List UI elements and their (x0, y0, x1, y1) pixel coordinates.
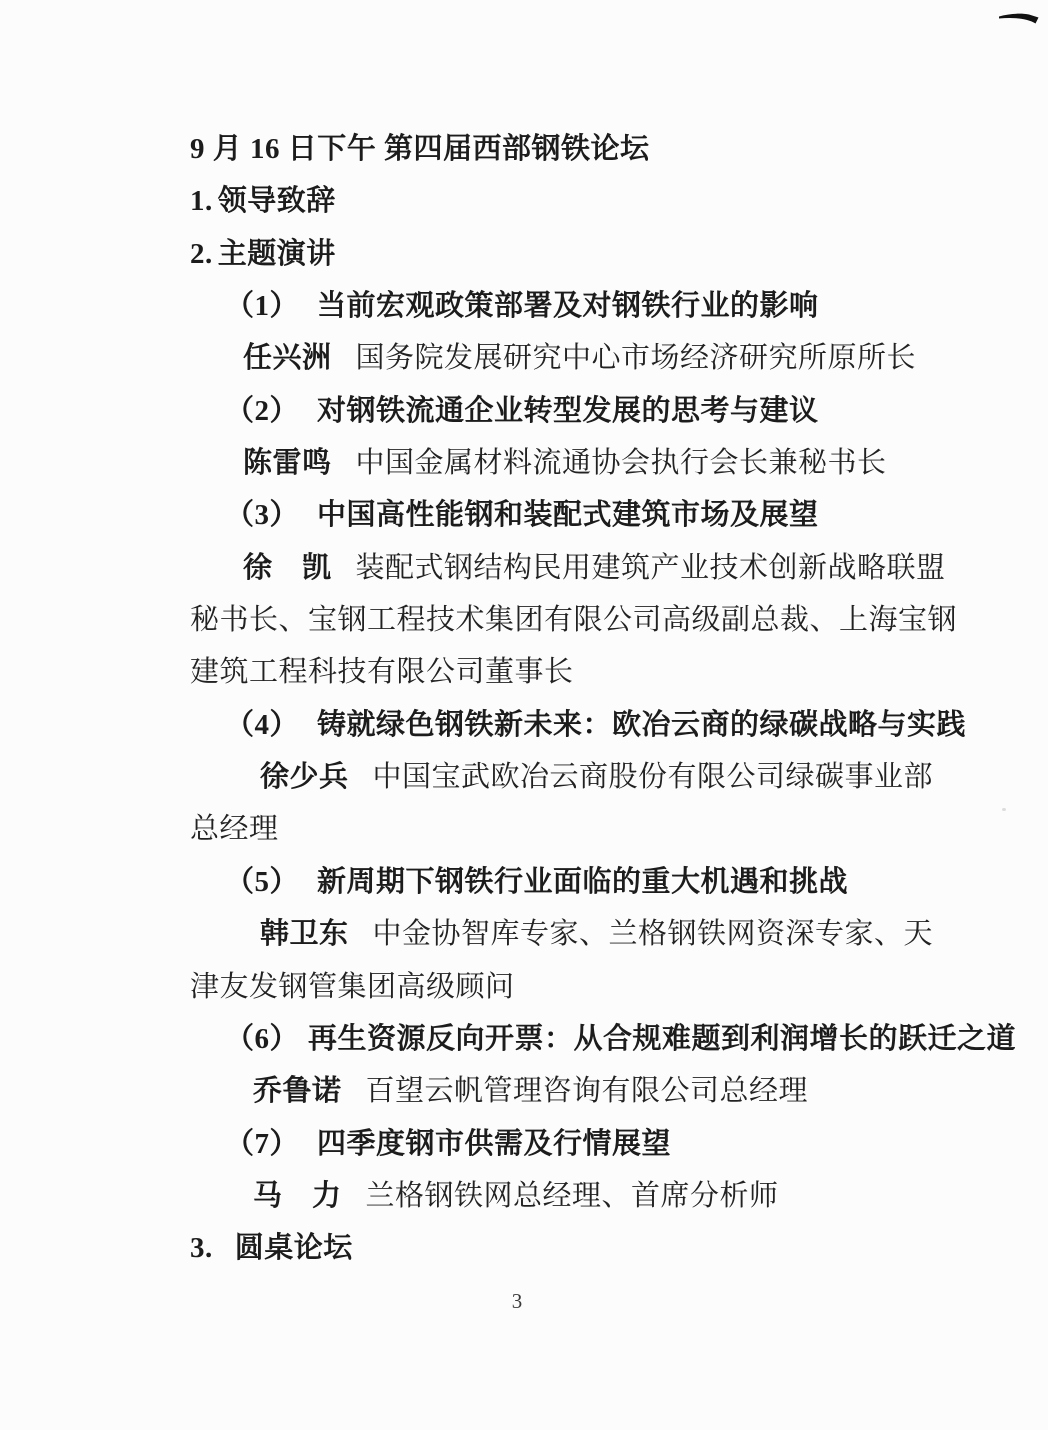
line-text: 再生资源反向开票：从合规难题到利润增长的跃迁之道 (308, 1022, 1017, 1055)
agenda-line-speaker (190, 908, 970, 960)
line-text: 总经理 (190, 813, 279, 846)
line-text: 领导致辞 (217, 185, 336, 218)
line-number: （3） (225, 499, 300, 532)
line-text: 9 月 16 日下午 第四届西部钢铁论坛 (190, 133, 650, 165)
agenda-line-talk (190, 1118, 970, 1170)
agenda-line-speaker (190, 1170, 970, 1222)
agenda-line-talk (190, 280, 970, 332)
line-text: 四季度钢市供需及行情展望 (317, 1127, 672, 1160)
agenda-line-section (190, 228, 970, 280)
agenda-line-speaker (190, 1065, 970, 1117)
agenda-lines (190, 123, 1017, 1275)
line-number: （1） (225, 290, 300, 323)
speaker-affiliation: 国务院发展研究中心市场经济研究所原所长 (355, 342, 917, 375)
scan-speck (1002, 808, 1006, 811)
line-text: 铸就绿色钢铁新未来：欧冶云商的绿碳战略与实践 (317, 708, 967, 741)
line-text: 中国高性能钢和装配式建筑市场及展望 (317, 499, 819, 532)
line-text: 对钢铁流通企业转型发展的思考与建议 (317, 394, 819, 427)
agenda-line-talk (190, 385, 970, 437)
agenda-line-section (190, 175, 970, 227)
page-number: 3 (511, 1289, 523, 1313)
line-number: （7） (225, 1127, 300, 1160)
line-number: 3. (190, 1232, 213, 1265)
line-text: 建筑工程科技有限公司董事长 (190, 656, 574, 689)
agenda-line-speaker (190, 751, 970, 803)
agenda-line-talk (190, 489, 970, 541)
speaker-affiliation: 百望云帆管理咨询有限公司总经理 (365, 1075, 809, 1108)
line-text: 秘书长、宝钢工程技术集团有限公司高级副总裁、上海宝钢 (190, 604, 958, 637)
line-text: 圆桌论坛 (234, 1232, 353, 1265)
speaker-name: 马 力 (253, 1179, 342, 1212)
speaker-name: 乔鲁诺 (253, 1075, 342, 1108)
line-text: 当前宏观政策部署及对钢铁行业的影响 (317, 290, 819, 323)
line-number: 2. (190, 237, 213, 270)
agenda-line-cont (190, 594, 970, 646)
agenda-line-talk (190, 1013, 1017, 1065)
line-number: （6） (225, 1022, 300, 1055)
agenda-line-speaker (190, 437, 970, 489)
line-text: 主题演讲 (217, 237, 336, 270)
agenda-line-cont (190, 646, 970, 698)
line-number: （5） (225, 865, 300, 898)
agenda-line-heading (190, 123, 970, 175)
speaker-affiliation: 兰格钢铁网总经理、首席分析师 (365, 1179, 779, 1212)
speaker-affiliation: 中金协智库专家、兰格钢铁网资深专家、天 (372, 918, 934, 951)
speaker-affiliation: 中国金属材料流通协会执行会长兼秘书长 (355, 447, 887, 480)
speaker-name: 徐 凯 (243, 551, 332, 584)
speaker-affiliation: 中国宝武欧冶云商股份有限公司绿碳事业部 (372, 761, 934, 794)
speaker-name: 徐少兵 (260, 761, 349, 794)
line-text: 津友发钢管集团高级顾问 (190, 970, 515, 1003)
speaker-name: 陈雷鸣 (243, 447, 332, 480)
scan-corner-mark (999, 9, 1041, 27)
speaker-affiliation: 装配式钢结构民用建筑产业技术创新战略联盟 (355, 551, 946, 584)
agenda-line-speaker (190, 332, 970, 384)
speaker-name: 任兴洲 (243, 342, 332, 375)
agenda-line-talk (190, 699, 970, 751)
line-number: （4） (225, 708, 300, 741)
agenda-line-section (190, 1222, 970, 1274)
line-number: 1. (190, 185, 213, 218)
agenda-line-speaker (190, 542, 970, 594)
line-text: 新周期下钢铁行业面临的重大机遇和挑战 (317, 865, 849, 898)
agenda-line-cont (190, 961, 970, 1013)
speaker-name: 韩卫东 (260, 918, 349, 951)
agenda-line-talk (190, 856, 970, 908)
agenda-line-cont (190, 803, 970, 855)
line-number: （2） (225, 394, 300, 427)
